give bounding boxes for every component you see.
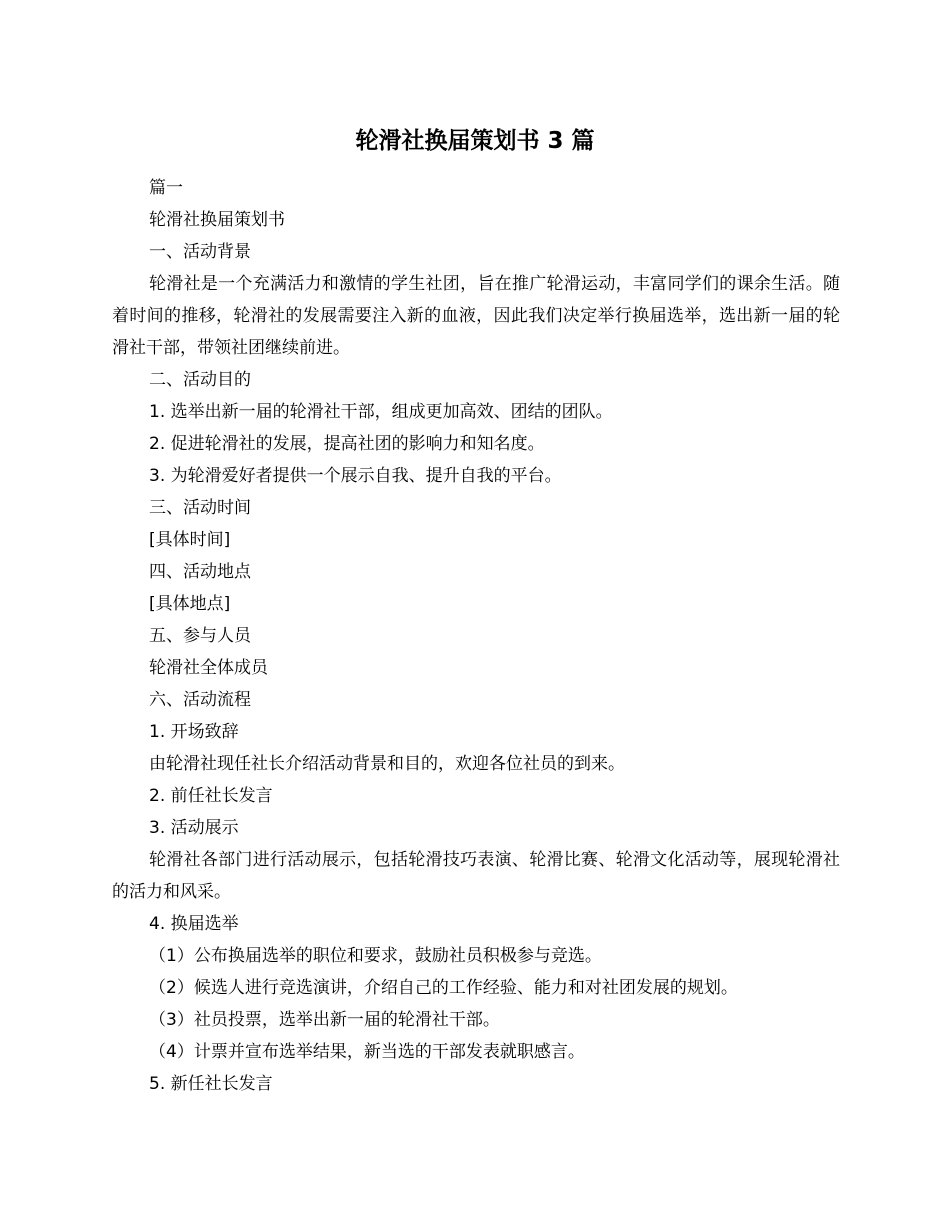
- heading-purpose: 二、活动目的: [149, 370, 251, 390]
- document-body: [112, 172, 840, 1100]
- list-item-purpose-2: 2. 促进轮滑社的发展，提高社团的影响力和知名度。: [149, 434, 545, 454]
- paragraph-showcase: 轮滑社各部门进行活动展示，包括轮滑技巧表演、轮滑比赛、轮滑文化活动等，展现轮滑社的活力和风采。: [112, 850, 840, 902]
- document-title: 轮滑社换届策划书 3 篇: [355, 128, 595, 154]
- time-placeholder: [具体时间]: [149, 530, 231, 550]
- heading-process: 六、活动流程: [149, 690, 251, 710]
- process-step-1-text: 由轮滑社现任社长介绍活动背景和目的，欢迎各位社员的到来。: [149, 754, 625, 774]
- process-step-5: 5. 新任社长发言: [149, 1074, 273, 1094]
- process-step-3: 3. 活动展示: [149, 818, 239, 838]
- election-substep-2: （2）候选人进行竞选演讲，介绍自己的工作经验、能力和对社团发展的规划。: [149, 978, 738, 998]
- section-label-part-one: 篇一: [149, 178, 183, 198]
- process-step-1: 1. 开场致辞: [149, 722, 239, 742]
- heading-time: 三、活动时间: [149, 498, 251, 518]
- subtitle: 轮滑社换届策划书: [149, 210, 285, 230]
- location-placeholder: [具体地点]: [149, 594, 231, 614]
- process-step-2: 2. 前任社长发言: [149, 786, 273, 806]
- process-step-4: 4. 换届选举: [149, 914, 239, 934]
- heading-participants: 五、参与人员: [149, 626, 251, 646]
- heading-background: 一、活动背景: [149, 242, 251, 262]
- list-item-purpose-3: 3. 为轮滑爱好者提供一个展示自我、提升自我的平台。: [149, 466, 562, 486]
- participants-text: 轮滑社全体成员: [149, 658, 268, 678]
- paragraph-background: 轮滑社是一个充满活力和激情的学生社团，旨在推广轮滑运动，丰富同学们的课余生活。随着时间的推移，轮滑社的发展需要注入新的血液，因此我们决定举行换届选举，选出新一届的轮滑社干部，带领社团继续前进。: [112, 274, 840, 358]
- list-item-purpose-1: 1. 选举出新一届的轮滑社干部，组成更加高效、团结的团队。: [149, 402, 613, 422]
- heading-location: 四、活动地点: [149, 562, 251, 582]
- election-substep-4: （4）计票并宣布选举结果，新当选的干部发表就职感言。: [149, 1042, 585, 1062]
- election-substep-1: （1）公布换届选举的职位和要求，鼓励社员积极参与竞选。: [149, 946, 602, 966]
- election-substep-3: （3）社员投票，选举出新一届的轮滑社干部。: [149, 1010, 500, 1030]
